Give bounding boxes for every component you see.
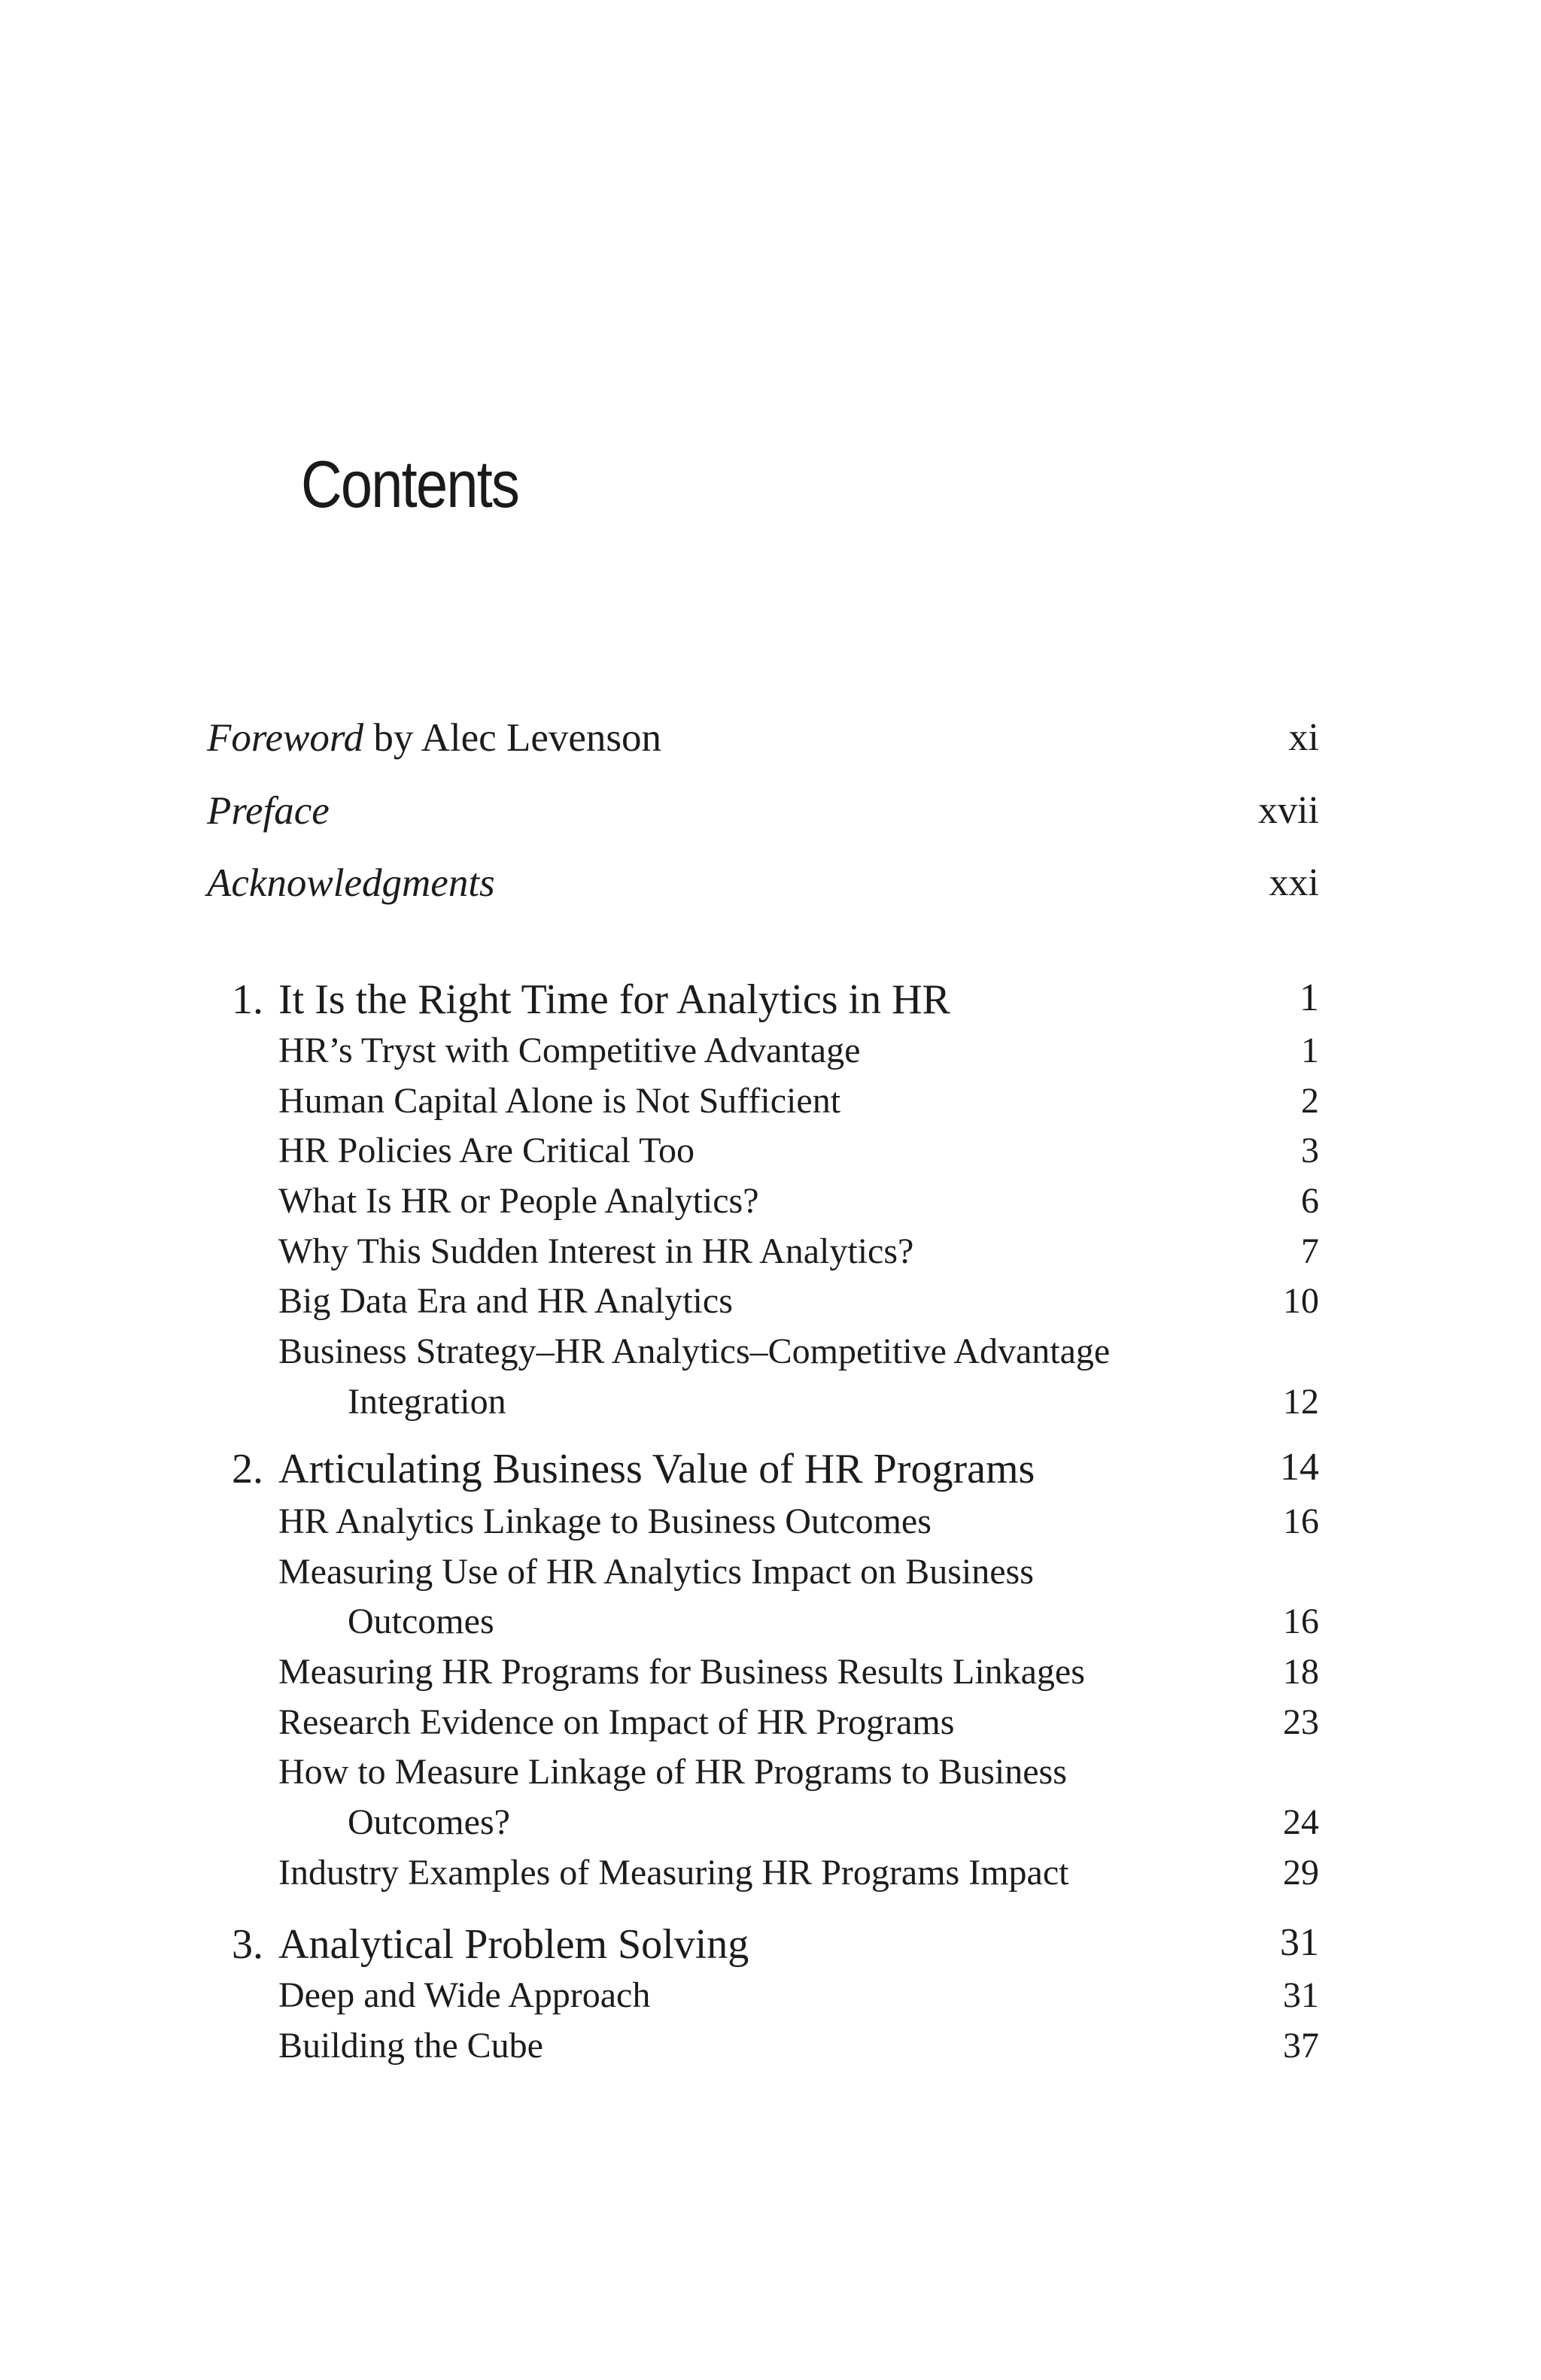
toc-page-number: 23 <box>1283 1702 1319 1742</box>
section-title-continuation: Outcomes? <box>348 1802 510 1842</box>
section-title: Industry Examples of Measuring HR Programs Impact <box>278 1853 1069 1893</box>
toc-page-number: 10 <box>1283 1281 1319 1321</box>
chapter-number: 1. <box>232 976 263 1023</box>
toc-page-number: 1 <box>1301 1031 1319 1070</box>
toc-page-number: 31 <box>1283 1975 1319 2015</box>
section-title-continuation: Outcomes <box>348 1601 494 1641</box>
section-title: Deep and Wide Approach <box>278 1975 651 2015</box>
chapter-title: Articulating Business Value of HR Programs <box>278 1446 1035 1492</box>
toc-page-number: xi <box>1288 716 1319 759</box>
toc-entry-label-italic: Foreword <box>207 716 364 760</box>
toc-page-number: 16 <box>1283 1501 1319 1541</box>
section-title: Business Strategy–HR Analytics–Competitive Advantage <box>278 1331 1111 1371</box>
toc-page-number: 37 <box>1283 2026 1319 2066</box>
chapter-title: Analytical Problem Solving <box>278 1921 749 1968</box>
section-title: HR Policies Are Critical Too <box>278 1131 695 1170</box>
toc-page-number: 29 <box>1283 1853 1319 1893</box>
section-title: Human Capital Alone is Not Sufficient <box>278 1081 841 1121</box>
chapter-title: It Is the Right Time for Analytics in HR <box>278 976 950 1023</box>
toc-page-number: 1 <box>1299 976 1319 1019</box>
section-title: Research Evidence on Impact of HR Programs <box>278 1702 955 1742</box>
toc-page-number: 16 <box>1283 1601 1319 1641</box>
toc-entry-label <box>207 791 330 831</box>
section-title: Why This Sudden Interest in HR Analytics? <box>278 1231 914 1271</box>
toc-entry-label-rest: by Alec Levenson <box>363 716 661 760</box>
toc-entry-label <box>207 861 495 905</box>
toc-page-number: 6 <box>1301 1181 1319 1221</box>
section-title: Big Data Era and HR Analytics <box>278 1281 733 1321</box>
toc-entry-label <box>207 718 661 758</box>
toc-page-number: 12 <box>1283 1382 1319 1422</box>
toc-page-number: xvii <box>1258 789 1319 832</box>
section-title: How to Measure Linkage of HR Programs to Business <box>278 1752 1067 1792</box>
section-title: HR’s Tryst with Competitive Advantage <box>278 1031 861 1070</box>
toc-page-number: 2 <box>1301 1081 1319 1121</box>
chapter-number: 2. <box>232 1446 263 1492</box>
section-title: What Is HR or People Analytics? <box>278 1181 759 1221</box>
chapter-number: 3. <box>232 1921 263 1968</box>
section-title: Measuring HR Programs for Business Results Linkages <box>278 1652 1085 1692</box>
toc-page-number: 31 <box>1280 1921 1319 1964</box>
page-title: Contents <box>301 447 519 521</box>
toc-page-number: 18 <box>1283 1652 1319 1692</box>
section-title: Building the Cube <box>278 2026 543 2066</box>
toc-page-number: 3 <box>1301 1131 1319 1170</box>
section-title-continuation: Integration <box>348 1382 506 1422</box>
section-title: HR Analytics Linkage to Business Outcomes <box>278 1501 932 1541</box>
toc-page-number: 7 <box>1301 1231 1319 1271</box>
toc-page-number: 24 <box>1283 1802 1319 1842</box>
toc-entry-label-italic: Preface <box>207 789 330 833</box>
toc-page-number: 14 <box>1280 1446 1319 1489</box>
section-title: Measuring Use of HR Analytics Impact on Business <box>278 1552 1034 1592</box>
toc-page-number: xxi <box>1269 861 1319 904</box>
toc-entry-label-italic: Acknowledgments <box>207 861 495 905</box>
